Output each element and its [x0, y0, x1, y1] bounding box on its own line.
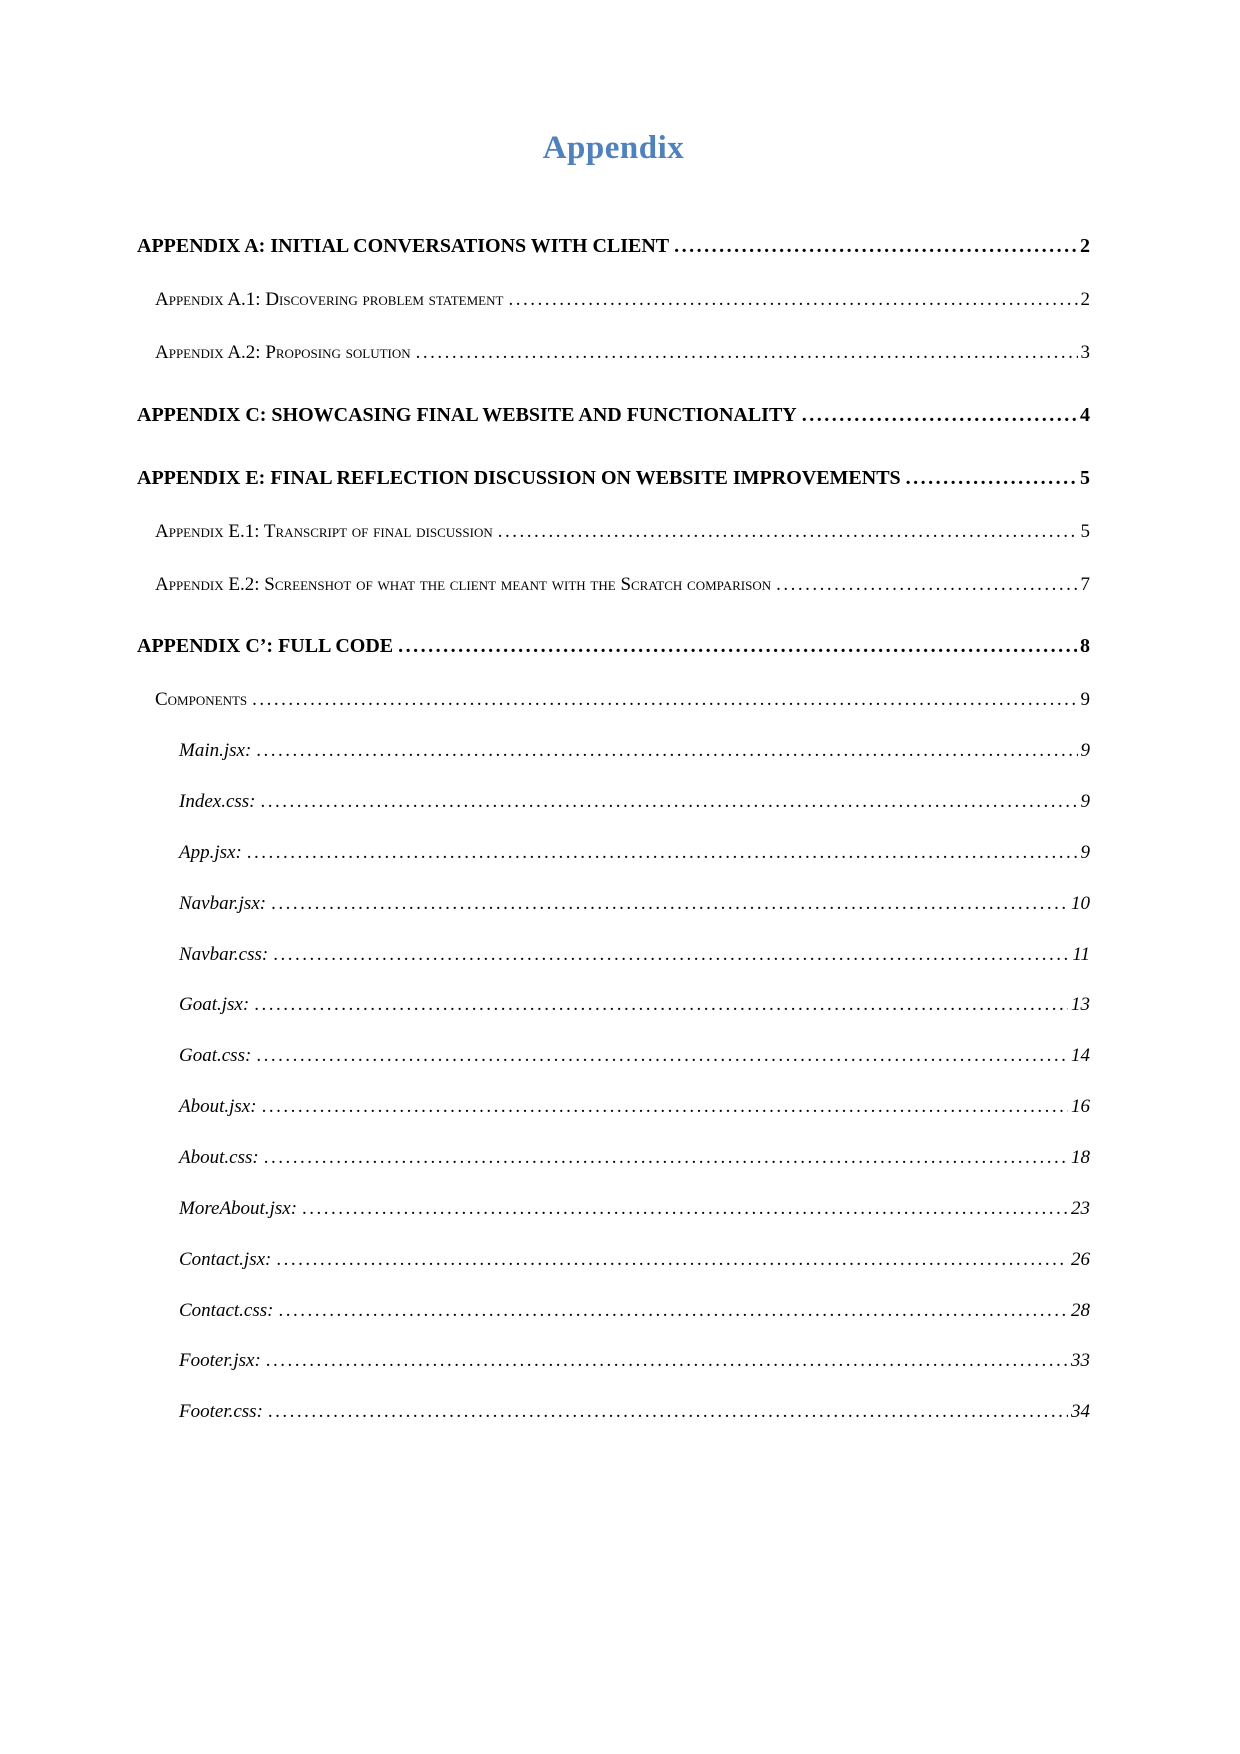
- toc-dot-leader: [802, 404, 1077, 427]
- toc-dot-leader: [256, 1045, 1068, 1067]
- toc-page-number: 5: [1080, 520, 1090, 542]
- toc-entry-level1[interactable]: [137, 404, 1090, 427]
- toc-entry-level1[interactable]: [137, 635, 1090, 658]
- toc-entry-label: Main.jsx:: [179, 740, 252, 762]
- toc-entry-label: Index.css:: [179, 791, 256, 813]
- toc-entry-level1[interactable]: [137, 235, 1090, 258]
- toc-dot-leader: [261, 791, 1078, 813]
- toc-entry-level3[interactable]: [137, 1198, 1090, 1220]
- toc-entry-label: Goat.jsx:: [179, 994, 250, 1016]
- toc-dot-leader: [268, 1401, 1068, 1423]
- toc-entry-label: Navbar.css:: [179, 943, 269, 965]
- toc-page-number: 5: [1080, 466, 1090, 489]
- toc-page-number: 10: [1071, 892, 1090, 914]
- toc-dot-leader: [674, 235, 1077, 258]
- toc-entry-level2[interactable]: [137, 574, 1090, 596]
- toc-entry-level3[interactable]: [137, 1350, 1090, 1372]
- toc-entry-level3[interactable]: [137, 791, 1090, 813]
- toc-entry-label: APPENDIX A: INITIAL CONVERSATIONS WITH CLIENT: [137, 235, 670, 257]
- toc-entry-label: Appendix E.2: Screenshot of what the client meant with the Scratch comparison: [155, 573, 772, 595]
- toc-dot-leader: [398, 635, 1077, 658]
- page-title: Appendix: [542, 130, 685, 166]
- toc-page-number: 9: [1080, 689, 1090, 711]
- toc-entry-level3[interactable]: [137, 740, 1090, 762]
- toc-entry-label: Footer.jsx:: [179, 1350, 261, 1372]
- toc-entry-level3[interactable]: [137, 994, 1090, 1016]
- toc-dot-leader: [508, 289, 1077, 311]
- toc-page-number: 23: [1071, 1197, 1090, 1219]
- toc-entry-level1[interactable]: [137, 467, 1090, 490]
- toc-page-number: 14: [1071, 1045, 1090, 1067]
- toc-page-number: 28: [1071, 1299, 1090, 1321]
- toc-dot-leader: [273, 944, 1069, 966]
- toc-page-number: 7: [1080, 573, 1090, 595]
- toc-page-number: 26: [1071, 1248, 1090, 1270]
- toc-entry-level3[interactable]: [137, 944, 1090, 966]
- toc-dot-leader: [262, 1096, 1068, 1118]
- toc-entry-label: MoreAbout.jsx:: [179, 1197, 298, 1219]
- toc-entry-label: Contact.css:: [179, 1299, 274, 1321]
- toc-entry-level3[interactable]: [137, 1300, 1090, 1322]
- toc-entry-level2[interactable]: [137, 342, 1090, 364]
- toc-page-number: 16: [1071, 1096, 1090, 1118]
- toc-dot-leader: [416, 342, 1078, 364]
- toc-dot-leader: [252, 689, 1077, 711]
- toc-entry-label: About.jsx:: [179, 1096, 257, 1118]
- toc-entry-label: Goat.css:: [179, 1045, 252, 1067]
- toc-page-number: 13: [1071, 994, 1090, 1016]
- toc-dot-leader: [254, 994, 1068, 1016]
- toc-dot-leader: [266, 1350, 1068, 1372]
- toc-entry-label: Components: [155, 689, 248, 711]
- toc-dot-leader: [276, 1249, 1068, 1271]
- toc-page-number: 2: [1080, 235, 1090, 257]
- toc-entry-level3[interactable]: [137, 1401, 1090, 1423]
- toc-page-number: 8: [1080, 635, 1090, 658]
- toc-entry-label: Appendix A.1: Discovering problem statement: [155, 289, 504, 310]
- toc-entry-label: Footer.css:: [179, 1401, 263, 1423]
- toc-page-number: 34: [1071, 1401, 1090, 1423]
- toc-dot-leader: [776, 574, 1077, 596]
- toc-dot-leader: [906, 467, 1077, 490]
- toc-entry-label: Navbar.jsx:: [179, 892, 267, 914]
- toc-dot-leader: [498, 521, 1078, 543]
- toc-dot-leader: [256, 740, 1077, 762]
- toc-entry-label: Appendix A.2: Proposing solution: [155, 341, 411, 363]
- toc-dot-leader: [264, 1147, 1068, 1169]
- table-of-contents: [137, 235, 1090, 1423]
- toc-page-number: 9: [1080, 740, 1090, 762]
- toc-entry-label: App.jsx:: [179, 841, 242, 863]
- toc-page-number: 2: [1080, 289, 1090, 310]
- toc-entry-level3[interactable]: [137, 842, 1090, 864]
- toc-entry-level3[interactable]: [137, 1045, 1090, 1067]
- toc-page-number: 11: [1072, 943, 1090, 965]
- toc-page-number: 4: [1080, 403, 1090, 426]
- toc-dot-leader: [302, 1198, 1068, 1220]
- toc-dot-leader: [271, 893, 1068, 915]
- toc-entry-label: About.css:: [179, 1146, 259, 1168]
- toc-entry-label: APPENDIX C’: FULL CODE: [137, 635, 394, 658]
- toc-dot-leader: [278, 1300, 1068, 1322]
- toc-dot-leader: [247, 842, 1078, 864]
- toc-entry-label: Contact.jsx:: [179, 1248, 272, 1270]
- toc-page-number: 9: [1080, 791, 1090, 813]
- toc-entry-label: APPENDIX E: FINAL REFLECTION DISCUSSION ON WEBSITE IMPROVEMENTS: [137, 466, 901, 489]
- toc-entry-level2[interactable]: [137, 289, 1090, 311]
- toc-entry-label: Appendix E.1: Transcript of final discussion: [155, 520, 493, 542]
- toc-entry-level3[interactable]: [137, 1147, 1090, 1169]
- toc-page-number: 18: [1071, 1146, 1090, 1168]
- toc-entry-label: APPENDIX C: SHOWCASING FINAL WEBSITE AND FUNCTIONALITY: [137, 403, 797, 426]
- toc-page-number: 9: [1080, 841, 1090, 863]
- toc-entry-level3[interactable]: [137, 1249, 1090, 1271]
- toc-entry-level2[interactable]: [137, 521, 1090, 543]
- toc-entry-level3[interactable]: [137, 1096, 1090, 1118]
- toc-page-number: 3: [1080, 341, 1090, 363]
- toc-entry-level3[interactable]: [137, 893, 1090, 915]
- toc-entry-level2[interactable]: [137, 689, 1090, 711]
- toc-page-number: 33: [1071, 1350, 1090, 1372]
